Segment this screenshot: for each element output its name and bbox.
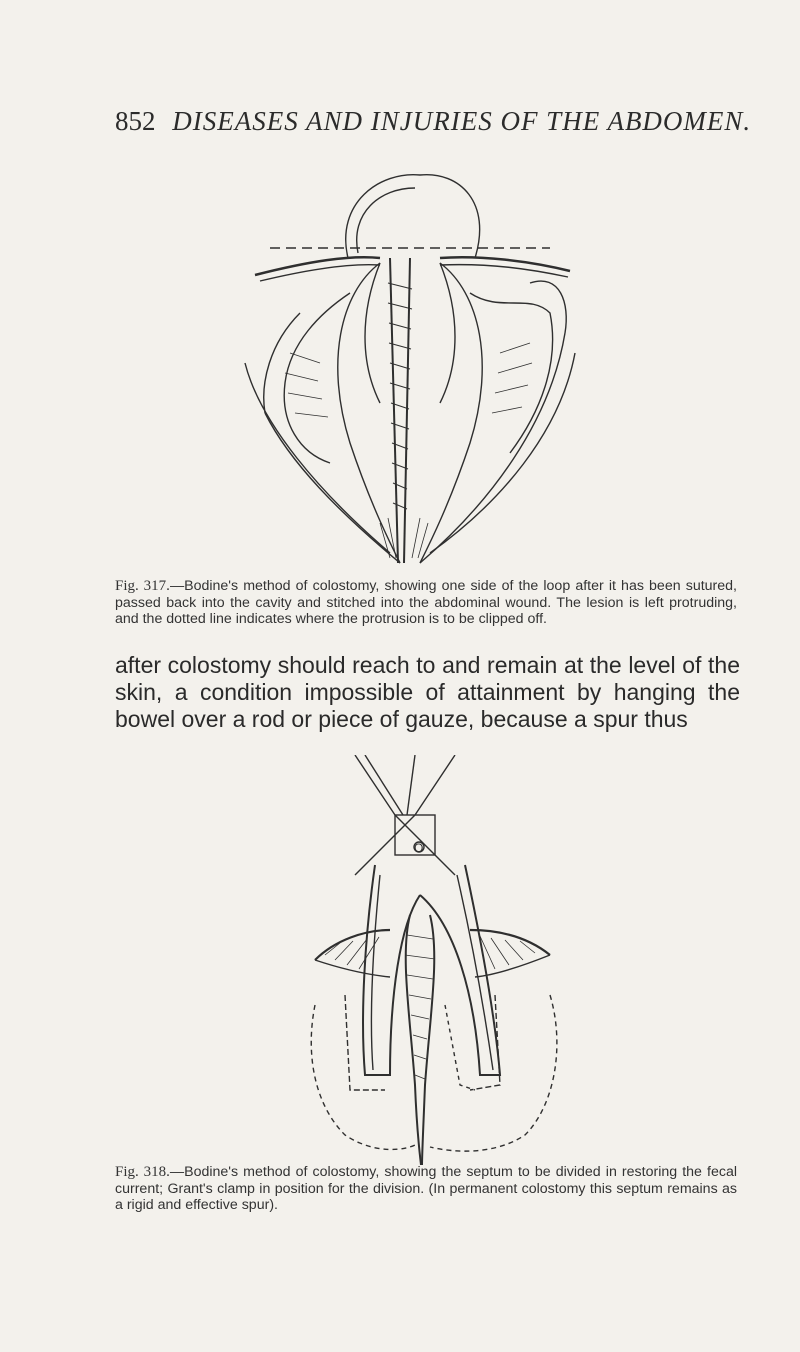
running-title: DISEASES AND INJURIES OF THE ABDOMEN. xyxy=(172,106,752,136)
figure-317-label: Fig. 317. xyxy=(115,578,170,594)
running-header xyxy=(115,106,752,137)
figure-317-caption-text: —Bodine's method of colostomy, showing one side of the loop after it has been sutured, passed back into the cavity and stitched into the abdominal wound. The lesion is left protruding, and the dotted line indicates where the protrusion is to be clipped off. xyxy=(115,578,737,627)
page-number: 852 xyxy=(115,106,156,136)
figure-317-illustration xyxy=(230,163,590,573)
figure-318-caption-text: —Bodine's method of colostomy, showing the septum to be divided in restoring the fecal current; Grant's clamp in position for the division. (In permanent colostomy this septum remains as a rigid and effective spur). xyxy=(115,1164,738,1213)
figure-317-caption xyxy=(115,578,737,628)
figure-318-caption xyxy=(115,1164,737,1214)
clamp-marker: O xyxy=(414,841,424,855)
body-paragraph: after colostomy should reach to and remain at the level of the skin, a condition impossible of attainment by hanging the bowel over a rod or piece of gauze, because a spur thus xyxy=(115,652,740,732)
figure-318-label: Fig. 318. xyxy=(115,1164,170,1180)
figure-318-illustration xyxy=(295,755,585,1165)
